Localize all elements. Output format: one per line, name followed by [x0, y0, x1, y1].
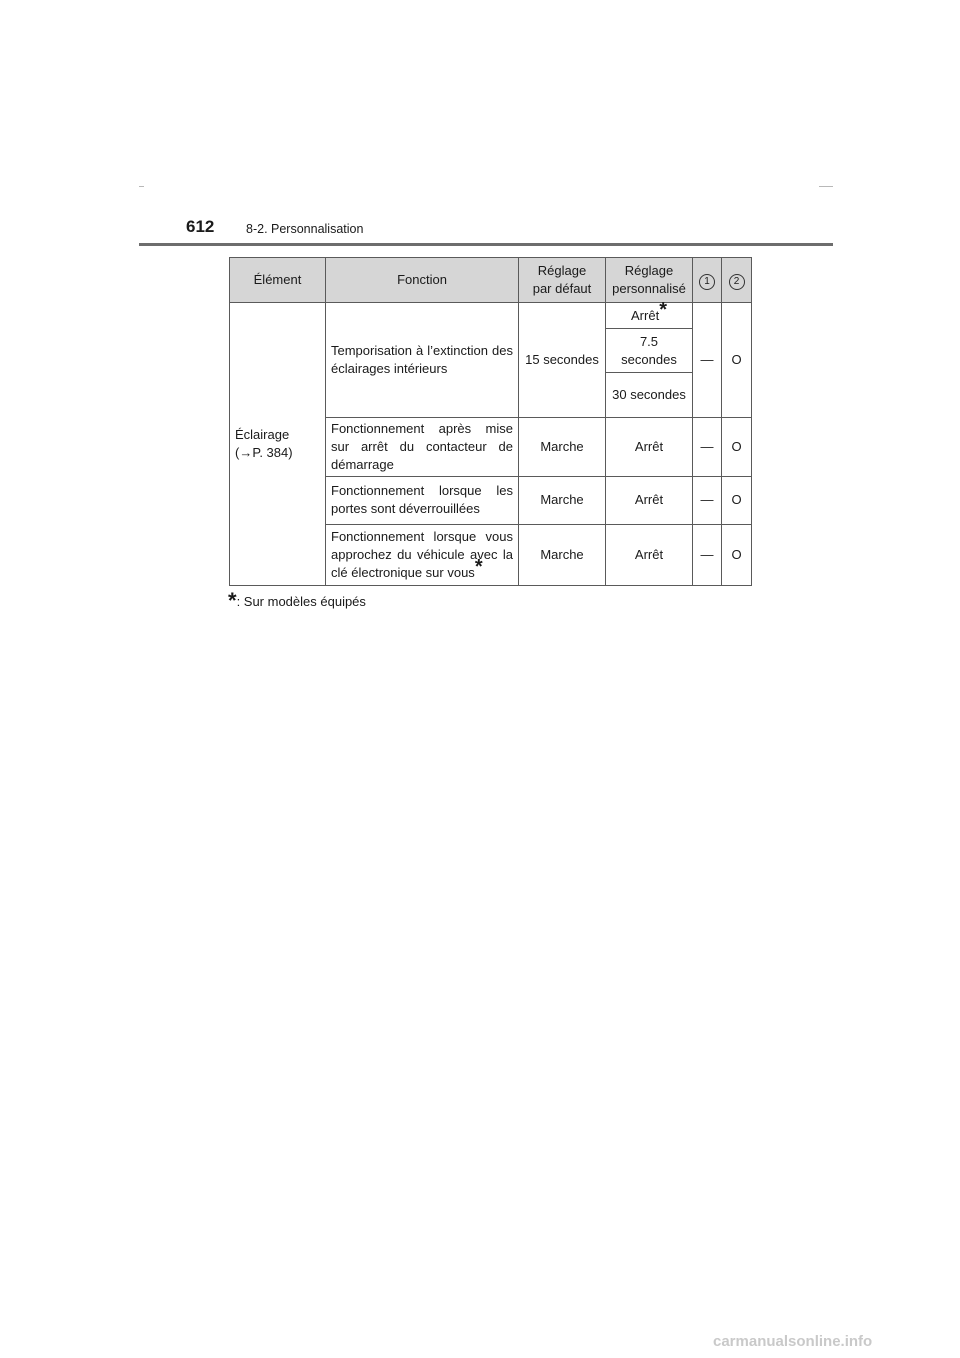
- default-cell: 15 secondes: [519, 303, 606, 418]
- header-col-1: [693, 258, 722, 303]
- function-cell: Fonctionnement lorsque vous approchez du véhicule avec la clé électronique sur vous*: [326, 524, 519, 585]
- header-rule: [139, 243, 833, 246]
- col1-cell: —: [693, 524, 722, 585]
- default-cell: Marche: [519, 524, 606, 585]
- section-title: 8-2. Personnalisation: [246, 222, 364, 236]
- col2-cell: O: [722, 417, 752, 476]
- function-cell: Fonctionnement après mise sur arrêt du contacteur de démarrage: [326, 417, 519, 476]
- footnote-text: : Sur modèles équipés: [236, 594, 366, 609]
- item-cell: [230, 303, 326, 586]
- asterisk-icon: *: [659, 299, 667, 322]
- header-custom: Réglage personnalisé: [606, 258, 693, 303]
- custom-cell: Arrêt: [606, 477, 693, 524]
- custom-option-cell: Arrêt*: [606, 303, 693, 329]
- col2-cell: O: [722, 524, 752, 585]
- item-page-ref: (→P. 384): [235, 445, 293, 460]
- header-default: Réglage par défaut: [519, 258, 606, 303]
- circled-one-icon: 1: [699, 274, 715, 290]
- footnote: [228, 588, 366, 613]
- header-function: Fonction: [326, 258, 519, 303]
- crop-mark-right: [819, 186, 833, 187]
- customization-table: [229, 257, 752, 586]
- header-element: Élément: [230, 258, 326, 303]
- watermark: carmanualsonline.info: [713, 1333, 873, 1350]
- function-cell: Fonctionnement lorsque les portes sont déverrouillées: [326, 477, 519, 524]
- table-row: [230, 303, 752, 329]
- item-label: Éclairage: [235, 427, 290, 442]
- default-cell: Marche: [519, 417, 606, 476]
- col1-cell: —: [693, 477, 722, 524]
- col1-cell: —: [693, 417, 722, 476]
- asterisk-icon: *: [474, 556, 483, 579]
- table-header-row: [230, 258, 752, 303]
- header-col-2: [722, 258, 752, 303]
- custom-option-cell: 30 secondes: [606, 373, 693, 417]
- page-number: 612: [186, 217, 215, 236]
- circled-two-icon: 2: [729, 274, 745, 290]
- col1-cell: —: [693, 303, 722, 418]
- custom-cell: Arrêt: [606, 524, 693, 585]
- asterisk-icon: *: [228, 588, 237, 613]
- col2-cell: O: [722, 477, 752, 524]
- function-cell: Temporisation à l’extinction des éclairages intérieurs: [326, 303, 519, 418]
- default-cell: Marche: [519, 477, 606, 524]
- custom-cell: Arrêt: [606, 417, 693, 476]
- crop-mark-left: [139, 186, 144, 187]
- col2-cell: O: [722, 303, 752, 418]
- custom-option-cell: 7.5 secondes: [606, 329, 693, 373]
